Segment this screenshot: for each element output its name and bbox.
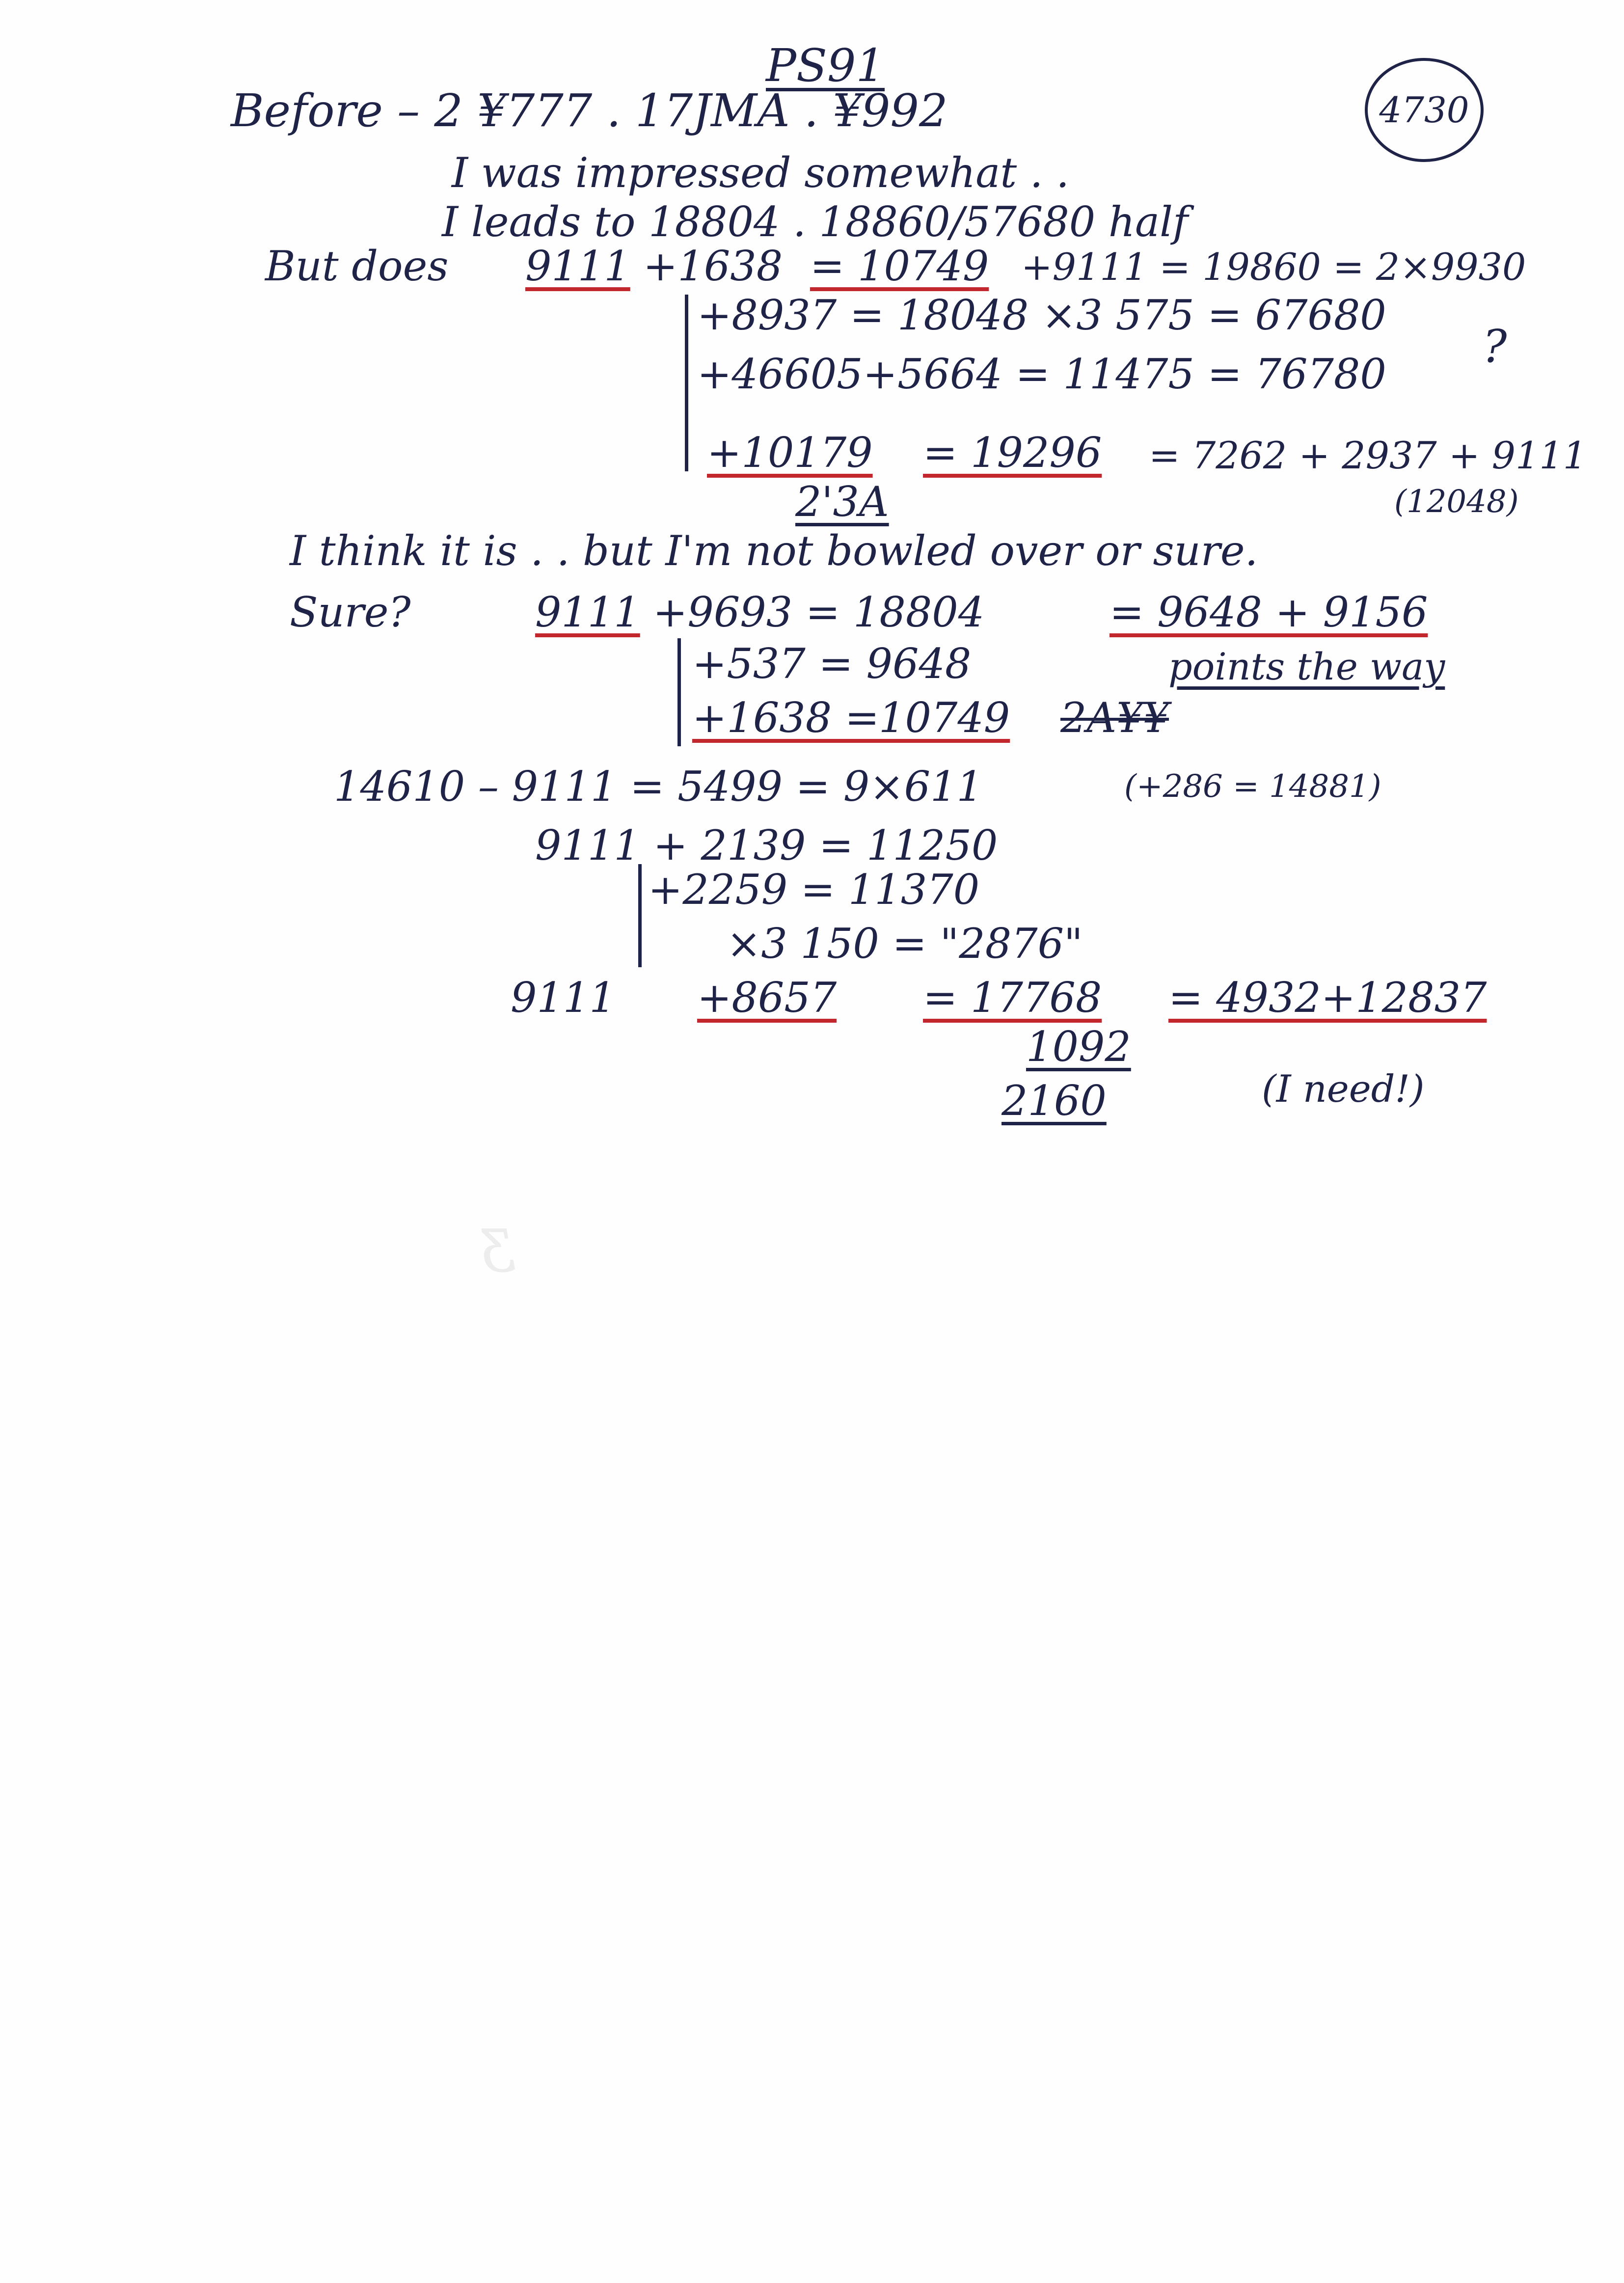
brace-2 bbox=[677, 638, 681, 746]
line-7-eq: = 19296 bbox=[923, 429, 1102, 477]
line-12: 14610 – 9111 = 5499 = 9×611 bbox=[334, 762, 983, 811]
line-4-eq: = 10749 bbox=[810, 242, 989, 290]
line-7-add: +10179 bbox=[707, 429, 873, 477]
brace-1 bbox=[685, 295, 688, 471]
line-6: +46605+5664 = 11475 = 76780 bbox=[697, 350, 1386, 398]
line-4-add: +1638 bbox=[643, 242, 783, 290]
line-18-note: (I need!) bbox=[1262, 1067, 1425, 1111]
line-9-a: +9693 = 18804 bbox=[653, 588, 985, 636]
line-17: 1092 bbox=[1026, 1023, 1131, 1071]
line-16-add: +8657 bbox=[697, 974, 837, 1022]
line-13: 9111 + 2139 = 11250 bbox=[535, 821, 998, 870]
line-5: +8937 = 18048 ×3 575 = 67680 bbox=[697, 291, 1386, 339]
line-7-paren: (12048) bbox=[1394, 484, 1519, 520]
line-15: ×3 150 = "2876" bbox=[727, 920, 1083, 968]
circled-number: 4730 bbox=[1365, 58, 1484, 162]
bleed-through-mark: Ӡ bbox=[481, 1218, 514, 1286]
line-8: I think it is . . but I'm not bowled over or sure. bbox=[290, 527, 1258, 575]
page-title: PS91 bbox=[766, 39, 885, 92]
line-4-label: But does bbox=[265, 242, 449, 290]
line-18: 2160 bbox=[1001, 1077, 1107, 1125]
line-9-b: = 9648 + 9156 bbox=[1110, 588, 1428, 636]
line-9-start: 9111 bbox=[535, 588, 640, 636]
line-11-a: +1638 = bbox=[692, 694, 880, 742]
line-14: +2259 = 11370 bbox=[648, 866, 980, 914]
line-4-rest: +9111 = 19860 = 2×9930 bbox=[1021, 245, 1526, 289]
line-4-start: 9111 bbox=[525, 242, 630, 290]
line-1: Before – 2 ¥777 . 17JMA . ¥992 bbox=[231, 84, 948, 137]
line-7-rest: = 7262 + 2937 + 9111 bbox=[1149, 434, 1587, 477]
question-mark: ? bbox=[1483, 320, 1507, 373]
line-12-paren: (+286 = 14881) bbox=[1124, 768, 1381, 805]
line-16-rest: = 4932+12837 bbox=[1168, 974, 1487, 1022]
line-9-label: Sure? bbox=[290, 588, 411, 636]
line-3: I leads to 18804 . 18860/57680 half bbox=[442, 198, 1189, 246]
line-10-note: points the way bbox=[1168, 645, 1445, 688]
line-11-c: 2A¥¥ bbox=[1060, 694, 1169, 742]
line-11-b: 10749 bbox=[879, 694, 1010, 742]
line-10: +537 = 9648 bbox=[692, 640, 972, 688]
brace-3 bbox=[638, 864, 642, 967]
line-7-sub: 2'3A bbox=[795, 478, 889, 526]
line-16-eq: = 17768 bbox=[923, 974, 1102, 1022]
line-16-start: 9111 bbox=[511, 974, 616, 1022]
line-2: I was impressed somewhat . . bbox=[452, 149, 1069, 197]
